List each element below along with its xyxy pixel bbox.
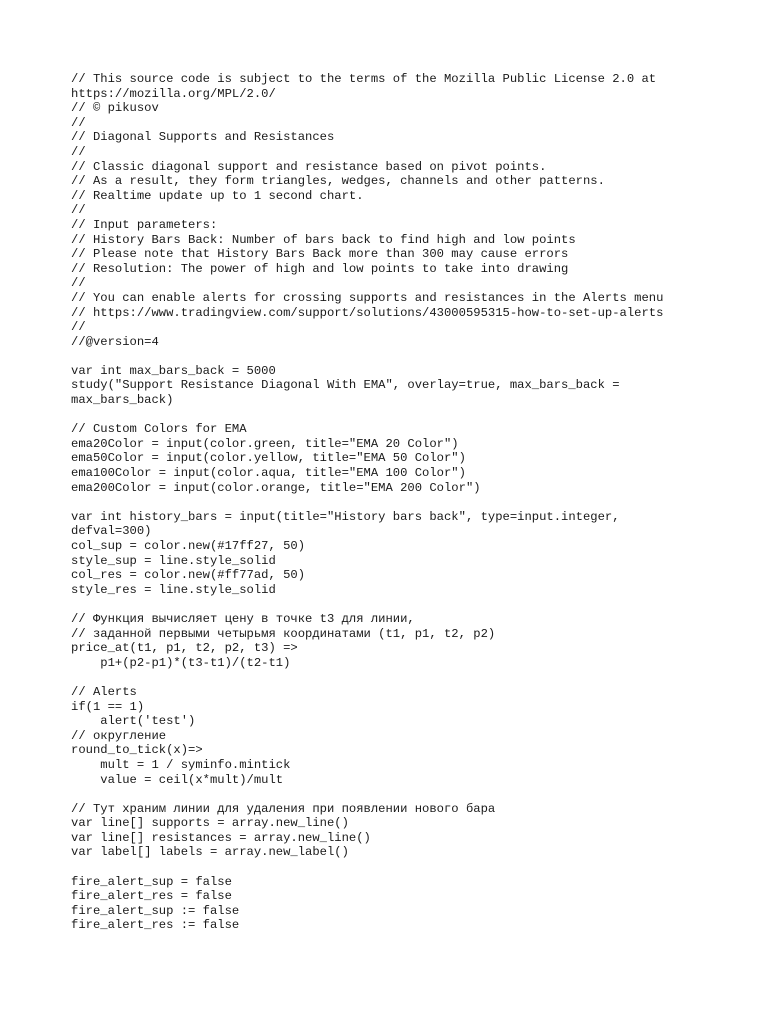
code-block (71, 72, 751, 933)
code-line: mult = 1 / syminfo.mintick (71, 757, 291, 772)
code-line: // Diagonal Supports and Resistances (71, 130, 335, 145)
code-line: // Resolution: The power of high and low points to take into drawing (71, 261, 569, 276)
code-line: fire_alert_sup := false (71, 903, 240, 918)
code-line: defval=300) (71, 524, 152, 539)
code-line: price_at(t1, p1, t2, p2, t3) => (71, 641, 298, 656)
code-line: // Input parameters: (71, 217, 218, 232)
code-line: var int history_bars = input(title="History bars back", type=input.integer, (71, 509, 620, 524)
code-line: // History Bars Back: Number of bars back to find high and low points (71, 232, 576, 247)
code-line: // You can enable alerts for crossing supports and resistances in the Alerts menu (71, 290, 664, 305)
code-line: // (71, 115, 86, 130)
code-line: // (71, 144, 86, 159)
code-line: https://mozilla.org/MPL/2.0/ (71, 86, 276, 101)
code-line: style_res = line.style_solid (71, 582, 276, 597)
code-line: // округление (71, 728, 167, 743)
code-line: col_res = color.new(#ff77ad, 50) (71, 568, 306, 583)
code-line: ema50Color = input(color.yellow, title="EMA 50 Color") (71, 451, 466, 466)
code-line: study("Support Resistance Diagonal With EMA", overlay=true, max_bars_back = (71, 378, 620, 393)
code-line: // (71, 276, 86, 291)
code-line: style_sup = line.style_solid (71, 553, 276, 568)
code-line: fire_alert_res = false (71, 889, 232, 904)
code-line: round_to_tick(x)=> (71, 743, 203, 758)
code-line (71, 408, 751, 423)
code-line: p1+(p2-p1)*(t3-t1)/(t2-t1) (71, 655, 291, 670)
code-line: // https://www.tradingview.com/support/solutions/43000595315-how-to-set-up-alerts (71, 305, 664, 320)
code-line: var int max_bars_back = 5000 (71, 363, 276, 378)
code-line (71, 860, 751, 875)
code-line: // Please note that History Bars Back more than 300 may cause errors (71, 247, 569, 262)
code-line: // (71, 203, 86, 218)
code-line: // (71, 320, 86, 335)
code-line (71, 670, 751, 685)
code-line: // Alerts (71, 684, 137, 699)
code-line: // Функция вычисляет цену в точке t3 для линии, (71, 611, 415, 626)
code-line (71, 495, 751, 510)
code-line: // © pikusov (71, 101, 159, 116)
code-line: var line[] resistances = array.new_line() (71, 830, 371, 845)
code-line: // Realtime update up to 1 second chart. (71, 188, 364, 203)
code-line: fire_alert_sup = false (71, 874, 232, 889)
code-line: if(1 == 1) (71, 699, 145, 714)
code-line: // Тут храним линии для удаления при появлении нового бара (71, 801, 496, 816)
code-line: col_sup = color.new(#17ff27, 50) (71, 539, 306, 553)
code-line: //@version=4 (71, 334, 159, 349)
code-line: ema100Color = input(color.aqua, title="EMA 100 Color") (71, 466, 466, 481)
code-line: alert('test') (71, 714, 196, 729)
code-line: value = ceil(x*mult)/mult (71, 772, 284, 787)
code-line: ema200Color = input(color.orange, title="EMA 200 Color") (71, 480, 481, 495)
code-line: var label[] labels = array.new_label() (71, 845, 349, 860)
code-line (71, 597, 751, 612)
code-line: // заданной первыми четырьмя координатами (t1, p1, t2, p2) (71, 626, 496, 641)
code-line: max_bars_back) (71, 393, 174, 408)
code-line: fire_alert_res := false (71, 918, 240, 933)
code-line: // This source code is subject to the terms of the Mozilla Public License 2.0 at (71, 72, 657, 86)
code-line: // As a result, they form triangles, wedges, channels and other patterns. (71, 174, 605, 189)
code-line: // Custom Colors for EMA (71, 422, 247, 437)
code-line (71, 787, 751, 802)
code-line (71, 349, 751, 364)
code-line: // Classic diagonal support and resistance based on pivot points. (71, 159, 547, 174)
code-line: var line[] supports = array.new_line() (71, 816, 349, 831)
code-line: ema20Color = input(color.green, title="EMA 20 Color") (71, 436, 459, 451)
